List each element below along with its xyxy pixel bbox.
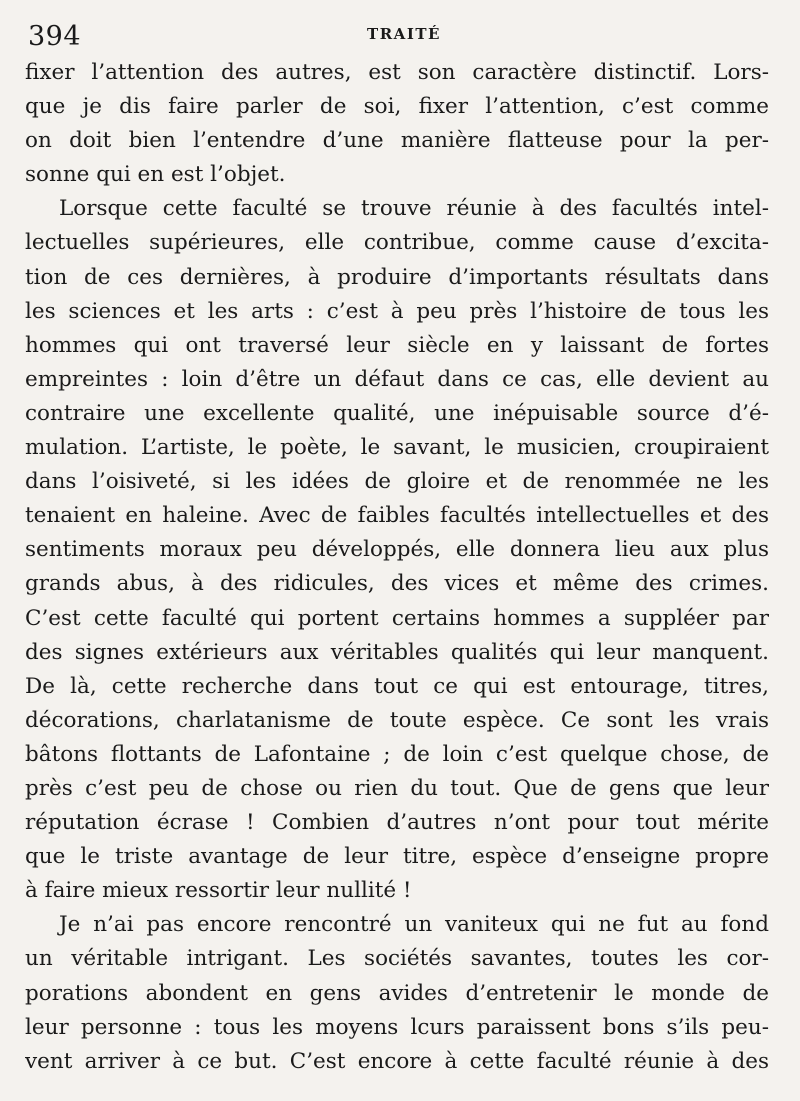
- text-line: Lorsque cette faculté se trouve réunie à des facultés intel-: [59, 196, 769, 222]
- text-line: hommes qui ont traversé leur siècle en y laissant de fortes: [25, 332, 769, 358]
- paragraph: [25, 908, 769, 1078]
- text-line: que je dis faire parler de soi, fixer l’attention, c’est comme: [25, 94, 769, 120]
- text-line: on doit bien l’entendre d’une manière flatteuse pour la per-: [25, 128, 769, 154]
- text-line: que le triste avantage de leur titre, espèce d’enseigne propre: [25, 844, 769, 870]
- paragraph: [25, 56, 769, 192]
- text-line: porations abondent en gens avides d’entretenir le monde de: [25, 980, 769, 1006]
- text-line: à faire mieux ressortir leur nullité !: [25, 878, 412, 904]
- paragraph: [25, 192, 769, 908]
- page-header: [28, 22, 780, 52]
- text-line: près c’est peu de chose ou rien du tout. Que de gens que leur: [25, 775, 769, 801]
- text-line: un véritable intrigant. Les sociétés savantes, toutes les cor-: [25, 946, 769, 972]
- text-line: dans l’oisiveté, si les idées de gloire et de renommée ne les: [25, 469, 769, 495]
- text-line: bâtons flottants de Lafontaine ; de loin c’est quelque chose, de: [25, 741, 769, 767]
- text-line: C’est cette faculté qui portent certains hommes a suppléer par: [25, 605, 769, 631]
- page-number: 394: [28, 21, 82, 52]
- running-title: TRAITÉ: [367, 25, 441, 43]
- text-line: De là, cette recherche dans tout ce qui est entourage, titres,: [25, 673, 769, 699]
- text-line: sentiments moraux peu développés, elle donnera lieu aux plus: [25, 537, 769, 563]
- text-line: leur personne : tous les moyens lcurs paraissent bons s’ils peu-: [25, 1014, 769, 1040]
- text-line: Je n’ai pas encore rencontré un vaniteux qui ne fut au fond: [59, 912, 769, 938]
- text-line: fixer l’attention des autres, est son caractère distinctif. Lors-: [25, 60, 769, 85]
- text-line: contraire une excellente qualité, une inépuisable source d’é-: [25, 400, 769, 426]
- text-line: réputation écrase ! Combien d’autres n’ont pour tout mérite: [25, 810, 769, 836]
- text-line: tenaient en haleine. Avec de faibles facultés intellectuelles et des: [25, 503, 769, 529]
- text-line: mulation. L’artiste, le poète, le savant, le musicien, croupiraient: [25, 435, 769, 461]
- text-line: empreintes : loin d’être un défaut dans ce cas, elle devient au: [25, 366, 769, 392]
- text-line: grands abus, à des ridicules, des vices et même des crimes.: [25, 571, 769, 597]
- text-line: des signes extérieurs aux véritables qualités qui leur manquent.: [25, 639, 769, 665]
- text-line: sonne qui en est l’objet.: [25, 162, 286, 188]
- text-line: lectuelles supérieures, elle contribue, comme cause d’excita-: [25, 230, 769, 256]
- text-line: vent arriver à ce but. C’est encore à cette faculté réunie à des: [25, 1048, 769, 1074]
- text-line: les sciences et les arts : c’est à peu près l’histoire de tous les: [25, 298, 769, 324]
- text-line: tion de ces dernières, à produire d’importants résultats dans: [25, 264, 769, 290]
- body-text: [25, 56, 769, 1079]
- text-line: décorations, charlatanisme de toute espèce. Ce sont les vrais: [25, 707, 769, 733]
